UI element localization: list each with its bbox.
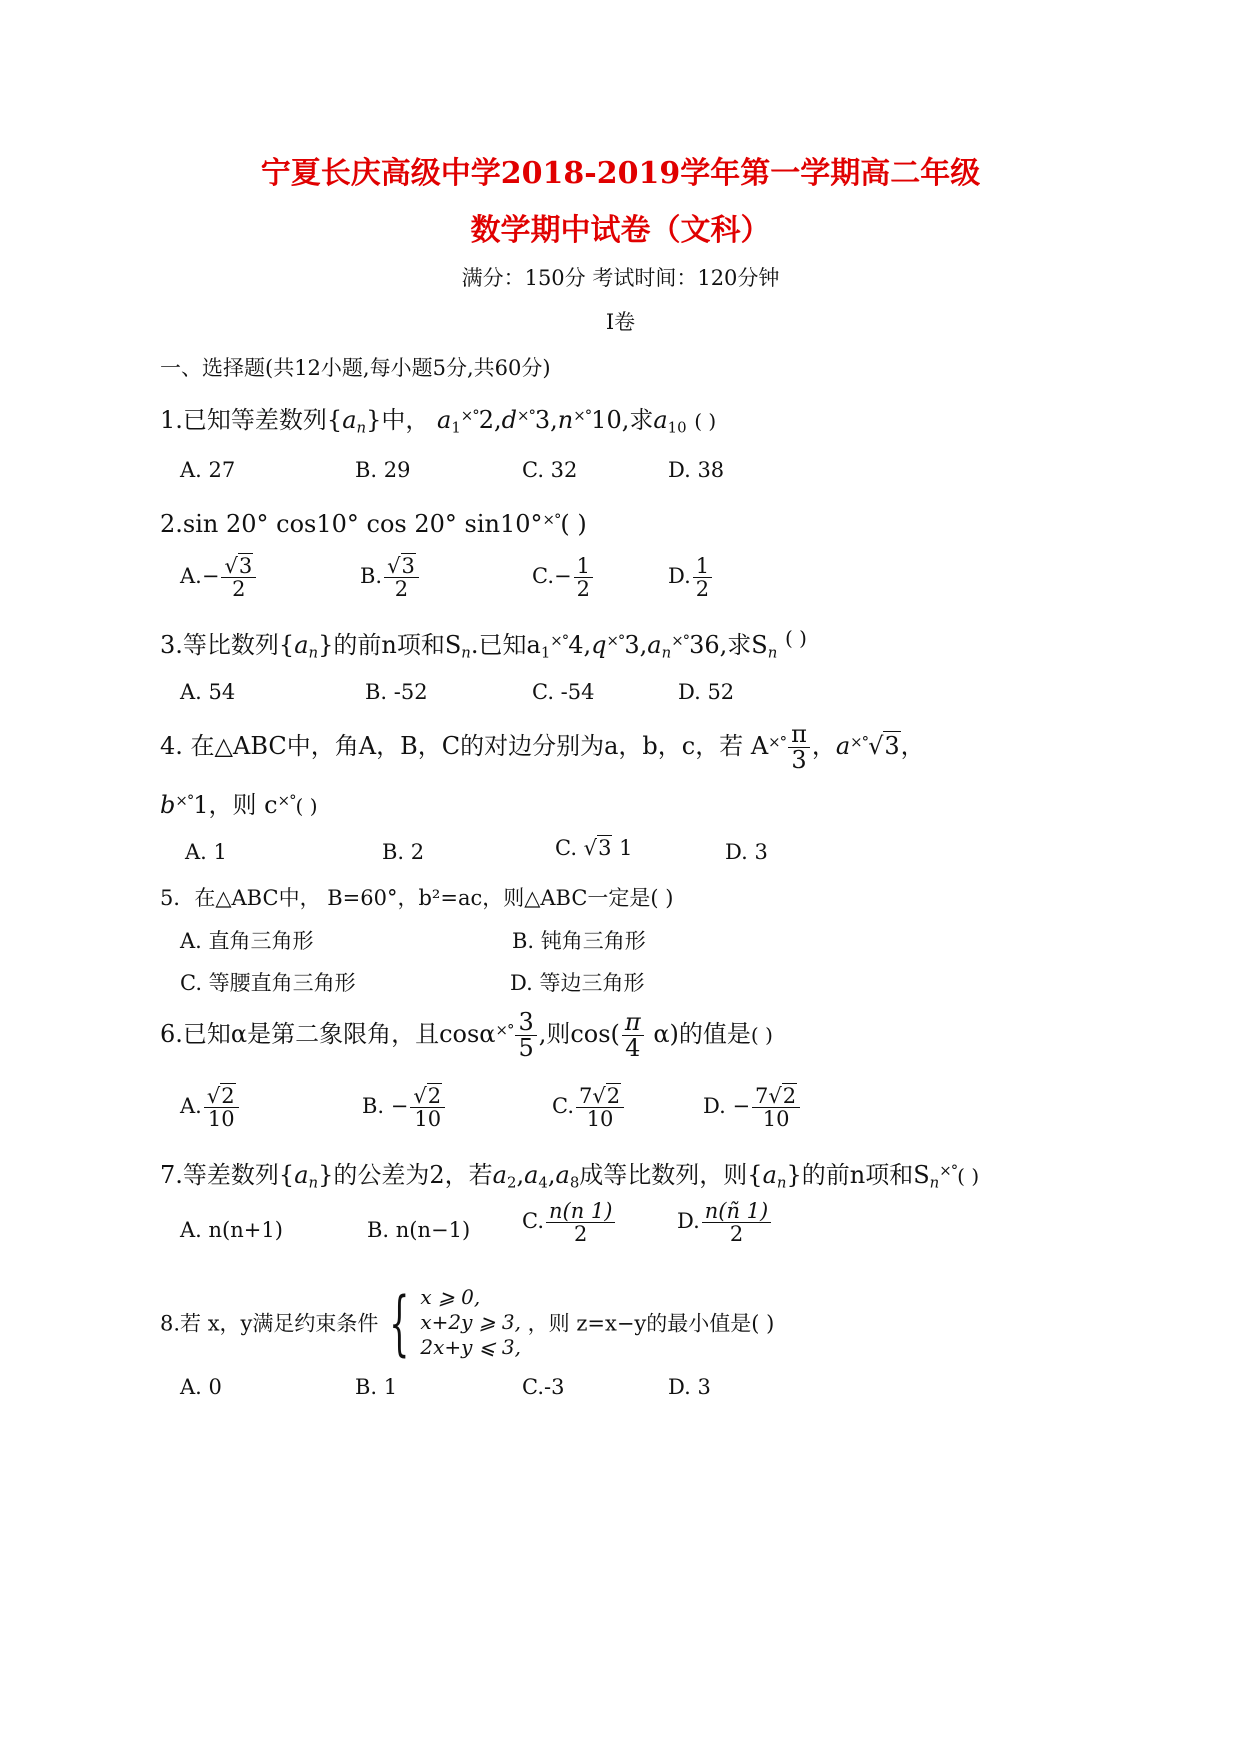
q6-option-c[interactable]: C. $\frac{7√2}{10}$ [552, 1085, 626, 1130]
q4-option-d[interactable]: D. 3 [725, 840, 768, 864]
exam-title: 宁夏长庆高级中学2018-2019学年第一学期高二年级 [260, 156, 981, 191]
q7-option-d[interactable]: D. $\frac{n(ñ 1)}{2}$ [677, 1200, 773, 1245]
q4-option-c[interactable]: C. √3 1 [555, 836, 633, 860]
q8-option-c[interactable]: C.-3 [522, 1375, 565, 1399]
question-3: 3.等比数列$\{a_n\}$的前n项和$S_n$.已知$a_1^{\times^\circ}4,q^{\times^\circ}3,a_n^{\times^\circ}36$,求$S_n$ ( ) [160, 626, 807, 662]
q2-option-a[interactable]: A.− $\frac{√3}{2}$ [180, 555, 258, 600]
question-8: 8.若 x，y满足约束条件 { x ⩾ 0, x+2y ⩾ 3, 2x+y ⩽ 3, ，则 z=x−y的最小值是( ) [160, 1281, 775, 1364]
q1-text-c: 求 [629, 406, 654, 434]
q2-option-c[interactable]: C.− $\frac{1}{2}$ [532, 555, 595, 600]
q6-option-d[interactable]: D. − $\frac{7√2}{10}$ [703, 1085, 802, 1130]
question-6: 6.已知α是第二象限角，且cosα×° $\frac{3}{5}$ ,则cos( $\frac{\pi}{4}$ α)的值是( ) [160, 1008, 773, 1063]
question-1: 1.已知等差数列$\{a_n\}$中， $a_1^{\times^\circ}2,d^{\times^\circ}3,n^{\times^\circ}10$,求$a_{10}$ ( ) [160, 406, 717, 437]
q6-option-b[interactable]: B. − $\frac{√2}{10}$ [362, 1085, 447, 1130]
q1-text-a: 1.已知等差数列 [160, 406, 327, 434]
q3-option-c[interactable]: C. -54 [532, 680, 595, 704]
exam-meta: 满分：150分 考试时间：120分钟 [461, 266, 780, 290]
q5-option-b[interactable]: B. 钝角三角形 [512, 929, 646, 953]
q3-option-b[interactable]: B. -52 [365, 680, 428, 704]
q7-option-a[interactable]: A. n(n+1) [180, 1218, 283, 1242]
q1-paren: ( ) [694, 409, 717, 433]
constraint-system: x ⩾ 0, x+2y ⩾ 3, 2x+y ⩽ 3, [420, 1285, 521, 1359]
q5-option-d[interactable]: D. 等边三角形 [510, 971, 645, 995]
q2-text: 2.sin 20° cos10° cos 20° sin10° [160, 510, 543, 538]
q5-option-c[interactable]: C. 等腰直角三角形 [180, 971, 356, 995]
question-2: 2.sin 20° cos10° cos 20° sin10°×°( ) [160, 510, 587, 538]
question-4: 4. 在△ABC中，角A，B，C的对边分别为a，b，c，若 A×° $\frac{\pi}{3}$ ，a×°√3， [160, 720, 925, 775]
q8-option-a[interactable]: A. 0 [180, 1375, 222, 1399]
q2-option-d[interactable]: D. $\frac{1}{2}$ [668, 555, 714, 600]
q1-option-a[interactable]: A. 27 [180, 458, 236, 482]
q5-option-a[interactable]: A. 直角三角形 [180, 929, 314, 953]
q4-option-b[interactable]: B. 2 [382, 840, 425, 864]
q1-option-b[interactable]: B. 29 [355, 458, 411, 482]
q1-option-c[interactable]: C. 32 [522, 458, 578, 482]
question-7: 7.等差数列$\{a_n\}$的公差为2，若$a_2,a_4,a_8$成等比数列，则$\{a_n\}$的前n项和$S_n^{\times^\circ}$( ) [160, 1161, 980, 1192]
q6-option-a[interactable]: A. $\frac{√2}{10}$ [180, 1085, 241, 1130]
question-4-line2: b×°1，则 c×°( ) [160, 791, 318, 819]
q3-option-a[interactable]: A. 54 [180, 680, 236, 704]
q2-paren: ( ) [560, 510, 587, 538]
volume-label: I卷 [605, 310, 636, 334]
q1-text-b: 中， [381, 406, 430, 434]
section-heading: 一、选择题(共12小题,每小题5分,共60分) [160, 356, 551, 380]
q7-option-c[interactable]: C. $\frac{n(n 1)}{2}$ [522, 1200, 617, 1245]
q7-option-b[interactable]: B. n(n−1) [367, 1218, 471, 1242]
q8-option-d[interactable]: D. 3 [668, 1375, 711, 1399]
q1-option-d[interactable]: D. 38 [668, 458, 725, 482]
q8-option-b[interactable]: B. 1 [355, 1375, 398, 1399]
q3-option-d[interactable]: D. 52 [678, 680, 735, 704]
question-5: 5．在△ABC中， B=60°，b²=ac，则△ABC一定是( ) [160, 886, 674, 910]
q2-option-b[interactable]: B. $\frac{√3}{2}$ [360, 555, 421, 600]
q4-option-a[interactable]: A. 1 [185, 840, 227, 864]
exam-subtitle: 数学期中试卷（文科） [470, 213, 771, 248]
